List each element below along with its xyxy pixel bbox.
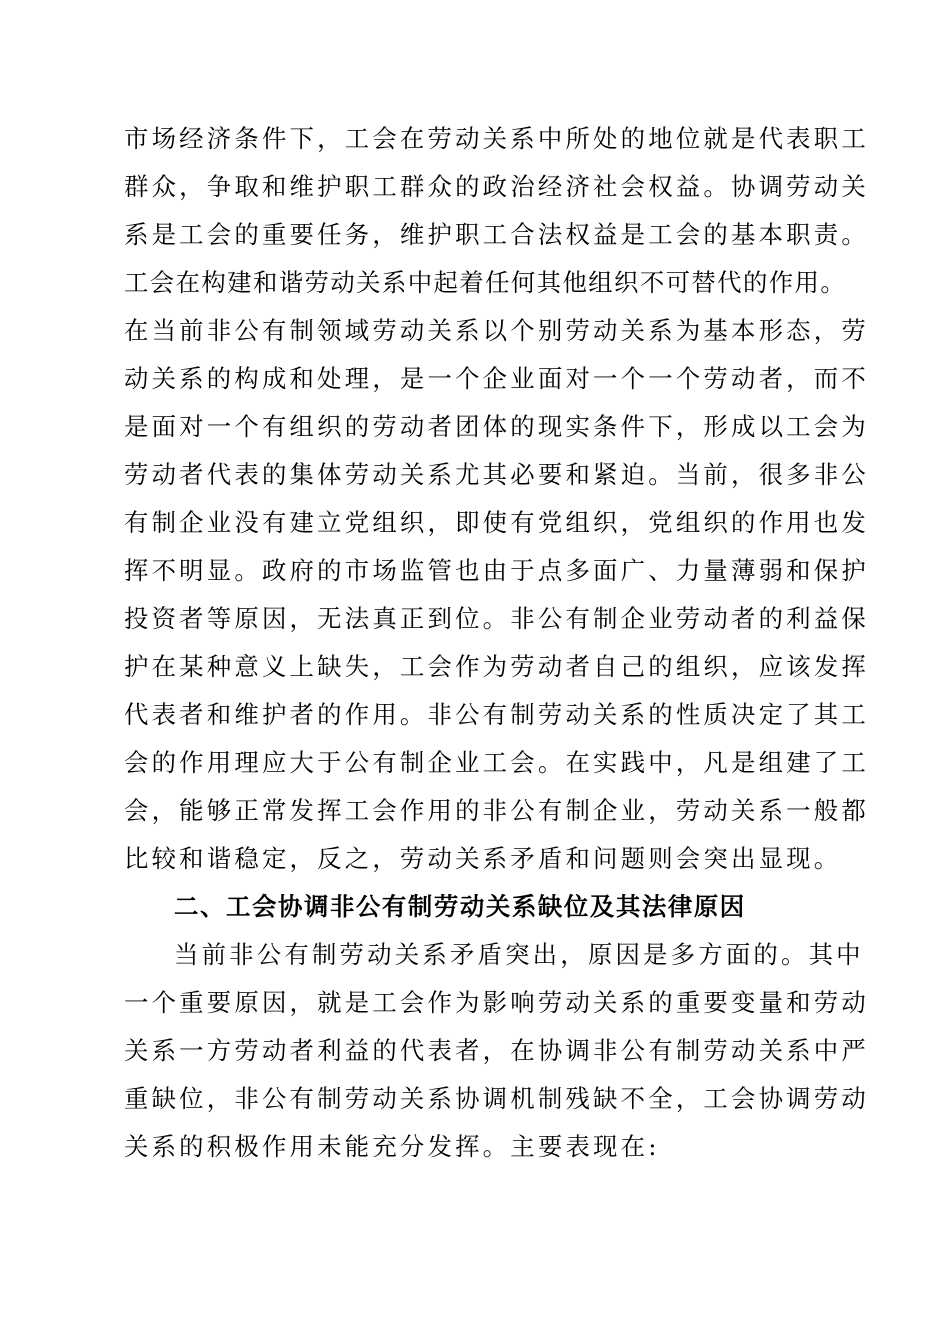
text-line: 关系的积极作用未能充分发挥。主要表现在: — [124, 1132, 660, 1161]
text-line: 代表者和维护者的作用。非公有制劳动关系的性质决定了其工 — [124, 700, 869, 729]
text-line: 群众，争取和维护职工群众的政治经济社会权益。协调劳动关 — [124, 172, 869, 201]
text-line: 会，能够正常发挥工会作用的非公有制企业，劳动关系一般都 — [124, 796, 869, 825]
text-line: 挥不明显。政府的市场监管也由于点多面广、力量薄弱和保护 — [124, 556, 869, 585]
text-line: 在当前非公有制领域劳动关系以个别劳动关系为基本形态，劳 — [124, 316, 869, 345]
text-line: 投资者等原因，无法真正到位。非公有制企业劳动者的利益保 — [124, 604, 869, 633]
text-line: 是面对一个有组织的劳动者团体的现实条件下，形成以工会为 — [124, 412, 869, 441]
paragraph-union-role — [124, 115, 869, 883]
text-line: 系是工会的重要任务，维护职工合法权益是工会的基本职责。 — [124, 220, 869, 249]
text-line: 护在某种意义上缺失，工会作为劳动者自己的组织，应该发挥 — [124, 652, 869, 681]
document-body — [124, 115, 869, 1171]
text-line: 动关系的构成和处理，是一个企业面对一个一个劳动者，而不 — [124, 364, 869, 393]
text-line: 当前非公有制劳动关系矛盾突出，原因是多方面的。其中 — [174, 940, 864, 969]
text-line: 工会在构建和谐劳动关系中起着任何其他组织不可替代的作用。 — [124, 268, 847, 297]
text-line: 比较和谐稳定，反之，劳动关系矛盾和问题则会突出显现。 — [124, 844, 842, 873]
text-line: 一个重要原因，就是工会作为影响劳动关系的重要变量和劳动 — [124, 988, 869, 1017]
paragraph-union-absence — [124, 931, 869, 1171]
text-line: 会的作用理应大于公有制企业工会。在实践中，凡是组建了工 — [124, 748, 869, 777]
text-line: 重缺位，非公有制劳动关系协调机制残缺不全，工会协调劳动 — [124, 1084, 869, 1113]
section-heading: 二、工会协调非公有制劳动关系缺位及其法律原因 — [174, 892, 746, 921]
text-line: 关系一方劳动者利益的代表者，在协调非公有制劳动关系中严 — [124, 1036, 869, 1065]
text-line: 劳动者代表的集体劳动关系尤其必要和紧迫。当前，很多非公 — [124, 460, 869, 489]
text-line: 有制企业没有建立党组织，即使有党组织，党组织的作用也发 — [124, 508, 869, 537]
text-line: 市场经济条件下，工会在劳动关系中所处的地位就是代表职工 — [124, 124, 869, 153]
